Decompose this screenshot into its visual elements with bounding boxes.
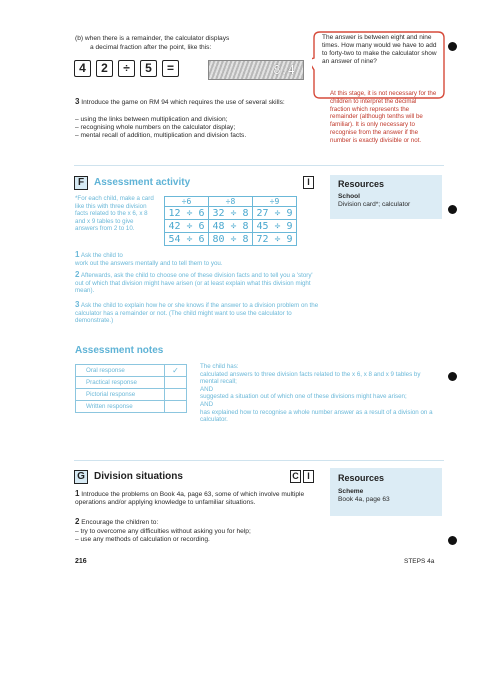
g-step1-number: 1 xyxy=(75,489,80,498)
f-step1-text-a: Ask the child to xyxy=(80,252,123,259)
binder-hole-4 xyxy=(448,536,457,545)
binder-hole-1 xyxy=(448,42,457,51)
resources-g-items: Book 4a, page 63 xyxy=(338,496,390,503)
card-cell: 32 ÷ 8 xyxy=(209,207,253,220)
card-cell: 72 ÷ 9 xyxy=(253,233,297,246)
binder-hole-3 xyxy=(448,372,457,381)
response-table xyxy=(75,364,187,413)
resources-g-sub: Scheme xyxy=(338,488,364,495)
division-card xyxy=(164,196,297,246)
display-value: 8.4 xyxy=(273,63,295,77)
book-title: STEPS 4a xyxy=(404,558,435,565)
g-step2-number: 2 xyxy=(75,517,80,526)
resources-g-title: Resources xyxy=(338,473,385,483)
response-pictorial: Pictorial response xyxy=(76,389,165,401)
criteria-intro: The child has: xyxy=(200,363,239,370)
step3-block xyxy=(75,98,315,107)
card-cell: 80 ÷ 8 xyxy=(209,233,253,246)
key-2: 2 xyxy=(96,60,113,77)
f-step1 xyxy=(75,251,123,260)
g-step1-text: Introduce the problems on Book 4a, page 63, some of which involve multiple operations and/or applying knowledge to unfamiliar situations. xyxy=(75,491,305,506)
mode-individual-g: I xyxy=(303,470,314,483)
section-f-letter: F xyxy=(74,176,88,190)
divider-2 xyxy=(74,460,444,461)
notes-title: Assessment notes xyxy=(75,345,164,356)
f-step1-number: 1 xyxy=(75,250,80,259)
calculator-display xyxy=(208,60,304,80)
criteria-2: suggested a situation out of which one of these divisions might have arisen; xyxy=(200,393,407,401)
response-written: Written response xyxy=(76,401,165,413)
card-instruction: *For each child, make a card like this with three division facts related to the x 6, x 8 and x 9 tables to give answers from 2 to 10. xyxy=(75,195,154,233)
section-g-title: Division situations xyxy=(94,471,183,482)
check-mark-icon: ✓ xyxy=(165,365,187,377)
f-step2-number: 2 xyxy=(75,270,80,279)
key-divide: ÷ xyxy=(118,60,135,77)
f-step3-text: Ask the child to explain how he or she knows if the answer to a division problem on the calculator has a remainder or not. (The child might want to use the calculator to demonstrate.) xyxy=(75,302,319,325)
response-oral: Oral response xyxy=(76,365,165,377)
section-g-letter: G xyxy=(74,470,88,484)
resources-f-items: Division card*; calculator xyxy=(338,201,411,208)
card-cell: 42 ÷ 6 xyxy=(165,220,209,233)
card-cell: 27 ÷ 9 xyxy=(253,207,297,220)
card-head-9: ÷9 xyxy=(253,197,297,207)
criteria-3: has explained how to recognise a whole number answer as a result of a division on a calculator. xyxy=(200,408,433,424)
step3-bullet-1: – using the links between multiplication and division; xyxy=(75,116,228,123)
key-4: 4 xyxy=(74,60,91,77)
step3-text: Introduce the game on RM 94 which requires the use of several skills: xyxy=(81,99,285,106)
f-step1-text-b: work out the answers mentally and to tell them to you. xyxy=(75,260,223,267)
f-step2-text: Afterwards, ask the child to choose one of these division facts and to tell you a 'story' out of which that division might have arisen (or at least explain what this division might mean). xyxy=(75,272,313,295)
check-empty xyxy=(165,377,187,389)
mode-class: C xyxy=(290,470,301,483)
binder-hole-2 xyxy=(448,205,457,214)
section-f-title: Assessment activity xyxy=(94,177,191,188)
f-step2 xyxy=(75,271,320,295)
response-practical: Practical response xyxy=(76,377,165,389)
intro-line-b: (b) when there is a remainder, the calculator displays xyxy=(75,35,230,42)
check-empty xyxy=(165,389,187,401)
f-step3 xyxy=(75,301,320,325)
intro-line-b2: a decimal fraction after the point, like this: xyxy=(90,44,212,51)
calculator-keys xyxy=(74,60,214,78)
card-head-6: ÷6 xyxy=(165,197,209,207)
f-step3-number: 3 xyxy=(75,300,80,309)
criteria-block xyxy=(200,363,440,424)
divider-1 xyxy=(74,165,444,166)
criteria-and-2: AND xyxy=(200,400,214,408)
resources-f-sub: School xyxy=(338,193,360,200)
step3-bullet-2: – recognising whole numbers on the calculator display; xyxy=(75,124,236,131)
criteria-and-1: AND xyxy=(200,385,214,393)
mode-individual: I xyxy=(303,176,314,189)
callout-text: The answer is between eight and nine times. How many would we have to add to forty-two to make the calculator show an answer of nine? xyxy=(322,34,437,65)
key-equals: = xyxy=(162,60,179,77)
step3-bullet-3: – mental recall of addition, multiplication and division facts. xyxy=(75,132,247,139)
g-step2-text: Encourage the children to: xyxy=(81,519,159,526)
resources-f-title: Resources xyxy=(338,179,385,189)
page-number: 216 xyxy=(75,558,87,565)
teacher-note: At this stage, it is not necessary for the children to interpret the decimal fraction which represents the remainder (although tenths will be familiar). It is only necessary to recognise from the answer if the number is exactly divisible or not. xyxy=(330,90,437,144)
check-empty xyxy=(165,401,187,413)
card-cell: 12 ÷ 6 xyxy=(165,207,209,220)
g-step2 xyxy=(75,518,158,527)
key-5: 5 xyxy=(140,60,157,77)
card-cell: 45 ÷ 9 xyxy=(253,220,297,233)
step3-number: 3 xyxy=(75,97,80,106)
g-step1 xyxy=(75,490,320,507)
card-cell: 48 ÷ 8 xyxy=(209,220,253,233)
g-bullet-1: – try to overcome any difficulties without asking you for help; xyxy=(75,528,251,535)
criteria-1: calculated answers to three division facts related to the x 6, x 8 and x 9 tables by mental recall; xyxy=(200,370,421,386)
g-bullet-2: – use any methods of calculation or recording. xyxy=(75,536,210,543)
card-head-8: ÷8 xyxy=(209,197,253,207)
card-cell: 54 ÷ 6 xyxy=(165,233,209,246)
